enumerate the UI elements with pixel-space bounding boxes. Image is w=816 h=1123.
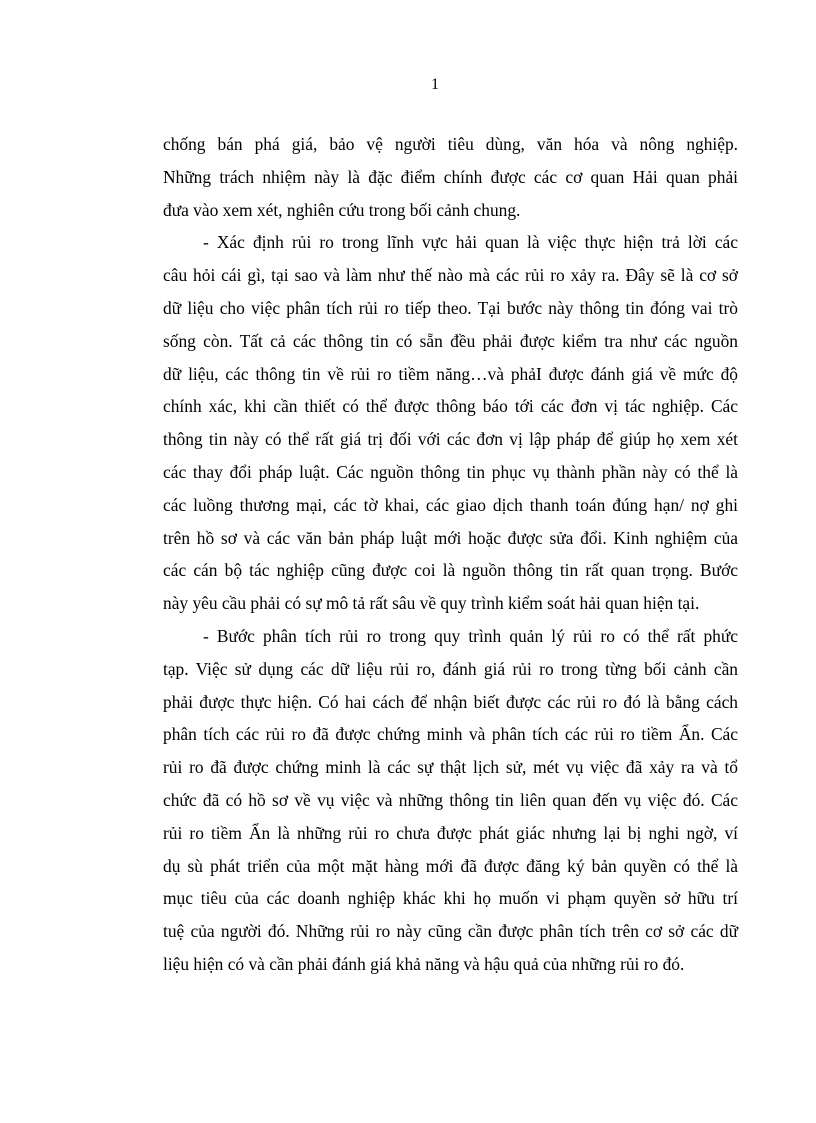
text-line: tuệ của người đó. Những rủi ro này cũng cần được phân tích trên cơ sở các dữ [163, 921, 738, 942]
text-line: rủi ro tiềm Ẩn là những rủi ro chưa được phát giác nhưng lại bị nghi ngờ, ví [163, 822, 738, 843]
paragraph [163, 620, 738, 981]
paragraph [163, 226, 738, 620]
text-line: tạp. Việc sử dụng các dữ liệu rủi ro, đánh giá rủi ro trong từng bối cảnh cần [163, 658, 738, 679]
text-line: - Bước phân tích rủi ro trong quy trình quản lý rủi ro có thể rất phức [203, 625, 738, 646]
text-line: thông tin này có thể rất giá trị đối với các đơn vị lập pháp để giúp họ xem xét [163, 429, 738, 450]
text-line: đưa vào xem xét, nghiên cứu trong bối cảnh chung. [163, 199, 521, 220]
text-line: liệu hiện có và cần phải đánh giá khả năng và hậu quả của những rủi ro đó. [163, 953, 685, 974]
text-line: các luồng thương mại, các tờ khai, các giao dịch thanh toán đúng hạn/ nợ ghi [163, 494, 738, 515]
text-line: chính xác, khi cần thiết có thể được thông báo tới các đơn vị tác nghiệp. Các [163, 396, 738, 417]
text-line: rủi ro đã được chứng minh là các sự thật lịch sử, mét vụ việc đã xảy ra và tổ [163, 757, 738, 778]
text-line: phân tích các rủi ro đã được chứng minh và phân tích các rủi ro tiềm Ẩn. Các [163, 724, 738, 745]
text-line: các thay đổi pháp luật. Các nguồn thông tin phục vụ thành phần này có thể là [163, 461, 738, 482]
page-number: 1 [431, 76, 439, 93]
text-line: dụ sù phát triển của một mặt hàng mới đã được đăng ký bản quyền có thể là [163, 855, 738, 876]
text-line: - Xác định rủi ro trong lĩnh vực hải quan là việc thực hiện trả lời các [203, 232, 738, 253]
text-line: sống còn. Tất cả các thông tin có sẵn đều phải được kiểm tra như các nguồn [163, 330, 738, 351]
text-line: câu hỏi cái gì, tại sao và làm như thế nào mà các rủi ro xảy ra. Đây sẽ là cơ sở [163, 265, 738, 286]
text-line: chống bán phá giá, bảo vệ người tiêu dùng, văn hóa và nông nghiệp. [163, 134, 738, 154]
text-line: mục tiêu của các doanh nghiệp khác khi họ muốn vi phạm quyền sở hữu trí [163, 888, 738, 909]
text-line: chức đã có hồ sơ về vụ việc và những thông tin liên quan đến vụ việc đó. Các [163, 789, 738, 810]
paragraph [163, 128, 738, 226]
text-line: trên hồ sơ và các văn bản pháp luật mới hoặc được sửa đổi. Kinh nghiệm của [163, 527, 738, 548]
text-line: phải được thực hiện. Có hai cách để nhận biết được các rủi ro đó là bằng cách [163, 691, 738, 712]
text-line: dữ liệu, các thông tin về rủi ro tiềm năng…và phảI được đánh giá về mức độ [163, 363, 738, 384]
document-body [163, 128, 738, 981]
text-line: này yêu cầu phải có sự mô tả rất sâu về quy trình kiểm soát hải quan hiện tại. [163, 593, 700, 614]
text-line: các cán bộ tác nghiệp cũng được coi là nguồn thông tin rất quan trọng. Bước [163, 560, 738, 581]
text-line: dữ liệu cho việc phân tích rủi ro tiếp theo. Tại bước này thông tin đóng vai trò [163, 297, 738, 318]
text-line: Những trách nhiệm này là đặc điểm chính được các cơ quan Hải quan phải [163, 166, 738, 187]
